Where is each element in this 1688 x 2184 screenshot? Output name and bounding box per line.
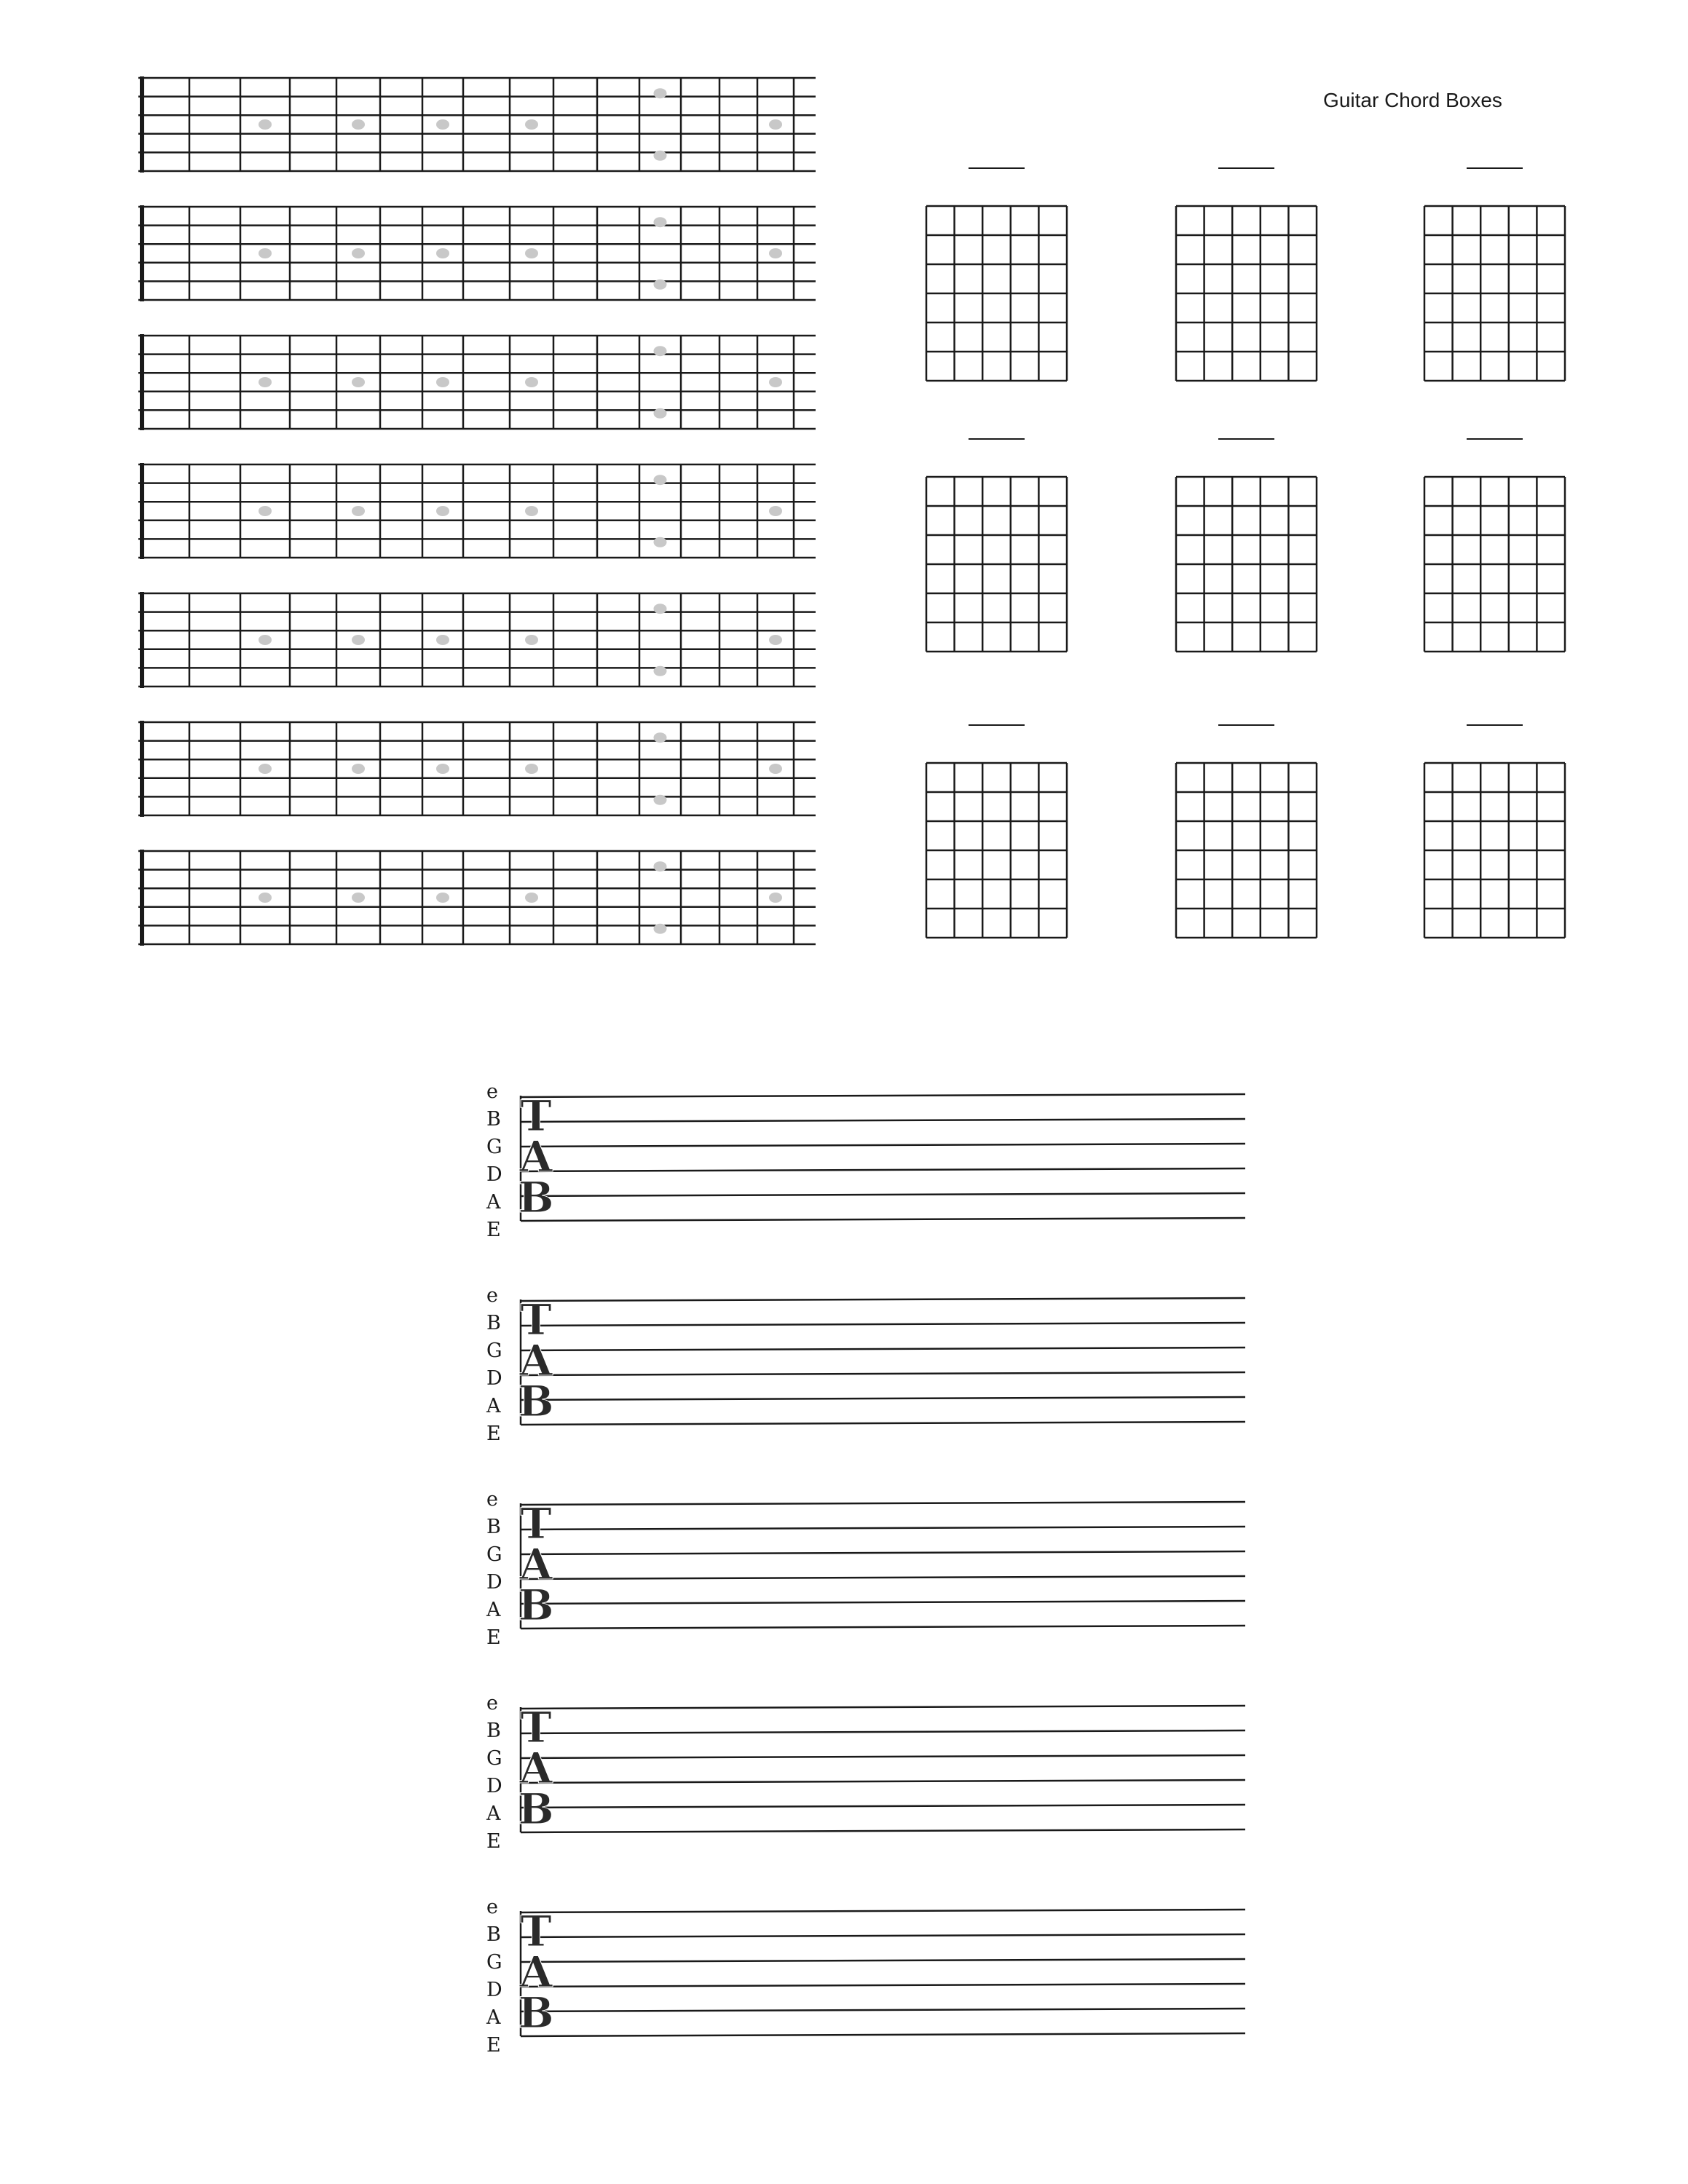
tab-staff-line bbox=[521, 1959, 1245, 1962]
tab-staff-line bbox=[521, 1502, 1245, 1505]
fretboard bbox=[138, 334, 816, 430]
tab-string-label: G bbox=[486, 1340, 502, 1362]
tab-string-label: G bbox=[486, 1136, 502, 1158]
tab-staff-line bbox=[521, 1780, 1245, 1783]
tab-clef-letter: T bbox=[520, 1907, 552, 1956]
tab-staff-line bbox=[521, 1348, 1245, 1350]
fret-marker bbox=[654, 346, 667, 356]
fret-marker bbox=[436, 764, 449, 774]
fret-marker bbox=[436, 248, 449, 258]
tab-clef-letter: A bbox=[519, 1947, 553, 1997]
tab-string-label: A bbox=[486, 1191, 501, 1214]
tab-string-label: D bbox=[486, 1571, 502, 1594]
fret-marker bbox=[352, 893, 365, 903]
tab-staff-line bbox=[521, 1527, 1245, 1530]
tab-string-label: B bbox=[486, 1516, 501, 1538]
tab-staff-line bbox=[521, 1144, 1245, 1147]
tab-clef-letter: A bbox=[519, 1336, 553, 1385]
fret-marker bbox=[259, 119, 272, 130]
fret-marker bbox=[769, 764, 782, 774]
fretboard bbox=[138, 463, 816, 559]
tab-staff-line bbox=[521, 1193, 1245, 1196]
fret-marker bbox=[769, 506, 782, 516]
fret-marker bbox=[525, 119, 538, 130]
tab-staff-line bbox=[521, 1298, 1245, 1301]
chord-boxes-section bbox=[874, 0, 1688, 983]
tab-clef-letter: A bbox=[519, 1132, 553, 1182]
chord-box bbox=[1424, 725, 1565, 938]
tab-staff-line bbox=[521, 1576, 1245, 1579]
fret-marker bbox=[769, 248, 782, 258]
tab-staff bbox=[486, 1284, 1245, 1445]
tab-staff-line bbox=[521, 2009, 1245, 2011]
fret-marker bbox=[436, 506, 449, 516]
tab-string-label: B bbox=[486, 1108, 501, 1131]
tab-string-label: A bbox=[486, 1395, 501, 1417]
fret-marker bbox=[436, 893, 449, 903]
tab-clef-letter: A bbox=[519, 1744, 553, 1793]
tab-staff-line bbox=[521, 1730, 1245, 1733]
chord-box bbox=[926, 168, 1067, 381]
tab-clef-letter: A bbox=[519, 1540, 553, 1589]
fret-marker bbox=[436, 635, 449, 645]
tab-string-label: E bbox=[486, 1830, 501, 1853]
fret-marker bbox=[352, 119, 365, 130]
fret-marker bbox=[352, 635, 365, 645]
fret-marker bbox=[654, 88, 667, 98]
tab-string-label: D bbox=[486, 1775, 502, 1797]
chord-box bbox=[926, 725, 1067, 938]
tab-string-label: e bbox=[486, 1896, 498, 1918]
tab-staff-line bbox=[521, 1168, 1245, 1171]
fret-marker bbox=[654, 732, 667, 743]
fret-marker bbox=[654, 408, 667, 419]
tab-staff-line bbox=[521, 1601, 1245, 1604]
tab-string-label: E bbox=[486, 2034, 501, 2057]
tab-clef-letter: B bbox=[518, 1988, 554, 2038]
chord-boxes-title: Guitar Chord Boxes bbox=[1323, 89, 1502, 111]
tab-string-label: e bbox=[486, 1080, 498, 1103]
tab-staff-line bbox=[521, 2033, 1245, 2036]
tab-string-label: A bbox=[486, 2006, 501, 2029]
tab-staff-line bbox=[521, 1626, 1245, 1629]
tab-staff-line bbox=[521, 1984, 1245, 1987]
fret-marker bbox=[654, 795, 667, 805]
fret-marker bbox=[654, 861, 667, 871]
tab-clef-letter: T bbox=[520, 1091, 552, 1141]
fret-marker bbox=[436, 377, 449, 387]
fretboard-diagrams bbox=[0, 0, 874, 983]
tab-string-label: D bbox=[486, 1367, 502, 1390]
tab-string-label: e bbox=[486, 1488, 498, 1511]
fret-marker bbox=[259, 248, 272, 258]
tab-string-label: B bbox=[486, 1923, 501, 1946]
tab-clef-letter: B bbox=[518, 1580, 554, 1630]
fret-marker bbox=[525, 764, 538, 774]
fretboard bbox=[138, 76, 816, 173]
fret-marker bbox=[259, 377, 272, 387]
tab-string-label: B bbox=[486, 1720, 501, 1742]
tab-staff-line bbox=[521, 1397, 1245, 1400]
tab-string-label: e bbox=[486, 1284, 498, 1307]
tab-staff-line bbox=[521, 1218, 1245, 1221]
tab-staff bbox=[486, 1896, 1245, 2057]
fret-marker bbox=[525, 635, 538, 645]
fret-marker bbox=[525, 893, 538, 903]
tab-staff-line bbox=[521, 1551, 1245, 1554]
fret-marker bbox=[654, 280, 667, 290]
fret-marker bbox=[259, 893, 272, 903]
tab-string-label: A bbox=[486, 1803, 501, 1825]
tab-staff-line bbox=[521, 1323, 1245, 1326]
tab-clef-letter: B bbox=[518, 1784, 554, 1834]
tab-string-label: B bbox=[486, 1312, 501, 1334]
fret-marker bbox=[525, 506, 538, 516]
tab-staff-line bbox=[521, 1934, 1245, 1937]
tab-string-label: E bbox=[486, 1423, 501, 1445]
tab-staffs bbox=[0, 983, 1688, 2184]
tab-staff-line bbox=[521, 1372, 1245, 1375]
fret-marker bbox=[525, 377, 538, 387]
tab-string-label: G bbox=[486, 1543, 502, 1566]
chord-box bbox=[926, 439, 1067, 652]
tab-staff-line bbox=[521, 1805, 1245, 1808]
fret-marker bbox=[654, 537, 667, 547]
fret-marker bbox=[352, 506, 365, 516]
fret-marker bbox=[654, 475, 667, 485]
chord-box bbox=[1424, 168, 1565, 381]
fret-marker bbox=[259, 506, 272, 516]
chord-box bbox=[1176, 439, 1317, 652]
fret-marker bbox=[769, 893, 782, 903]
tab-string-label: G bbox=[486, 1747, 502, 1770]
fret-marker bbox=[352, 764, 365, 774]
fret-marker bbox=[259, 635, 272, 645]
tab-staff-line bbox=[521, 1706, 1245, 1709]
fretboard bbox=[138, 721, 816, 817]
fret-marker bbox=[352, 248, 365, 258]
tab-string-label: A bbox=[486, 1599, 501, 1621]
fret-marker bbox=[525, 248, 538, 258]
tab-staff-line bbox=[521, 1829, 1245, 1832]
tab-staff bbox=[486, 1488, 1245, 1649]
tab-clef-letter: T bbox=[520, 1295, 552, 1345]
tab-staff bbox=[486, 1080, 1245, 1241]
tab-clef-letter: T bbox=[520, 1499, 552, 1548]
tab-staff-line bbox=[521, 1910, 1245, 1912]
fret-marker bbox=[654, 151, 667, 161]
fretboard bbox=[138, 592, 816, 688]
chord-boxes-grid bbox=[874, 0, 1688, 983]
fret-marker bbox=[436, 119, 449, 130]
fret-marker bbox=[654, 217, 667, 227]
tab-clef-letter: B bbox=[518, 1173, 554, 1222]
tab-staff-line bbox=[521, 1755, 1245, 1758]
chord-box bbox=[1176, 168, 1317, 381]
fret-marker bbox=[769, 119, 782, 130]
tab-string-label: D bbox=[486, 1979, 502, 2001]
fret-marker bbox=[769, 377, 782, 387]
tab-string-label: E bbox=[486, 1219, 501, 1241]
tab-staff-line bbox=[521, 1094, 1245, 1097]
tab-staff-line bbox=[521, 1422, 1245, 1425]
tab-string-label: e bbox=[486, 1692, 498, 1714]
fret-marker bbox=[654, 604, 667, 614]
tab-string-label: D bbox=[486, 1163, 502, 1186]
fret-marker bbox=[352, 377, 365, 387]
tab-string-label: E bbox=[486, 1626, 501, 1649]
chord-box bbox=[1424, 439, 1565, 652]
fret-marker bbox=[259, 764, 272, 774]
fret-marker bbox=[654, 666, 667, 676]
tab-staff bbox=[486, 1692, 1245, 1853]
fretboard bbox=[138, 850, 816, 946]
chord-box bbox=[1176, 725, 1317, 938]
fret-marker bbox=[654, 924, 667, 934]
fretboard bbox=[138, 205, 816, 301]
fret-marker bbox=[769, 635, 782, 645]
tab-clef-letter: B bbox=[518, 1377, 554, 1426]
tab-staff-line bbox=[521, 1119, 1245, 1122]
tab-clef-letter: T bbox=[520, 1703, 552, 1752]
tab-string-label: G bbox=[486, 1951, 502, 1974]
